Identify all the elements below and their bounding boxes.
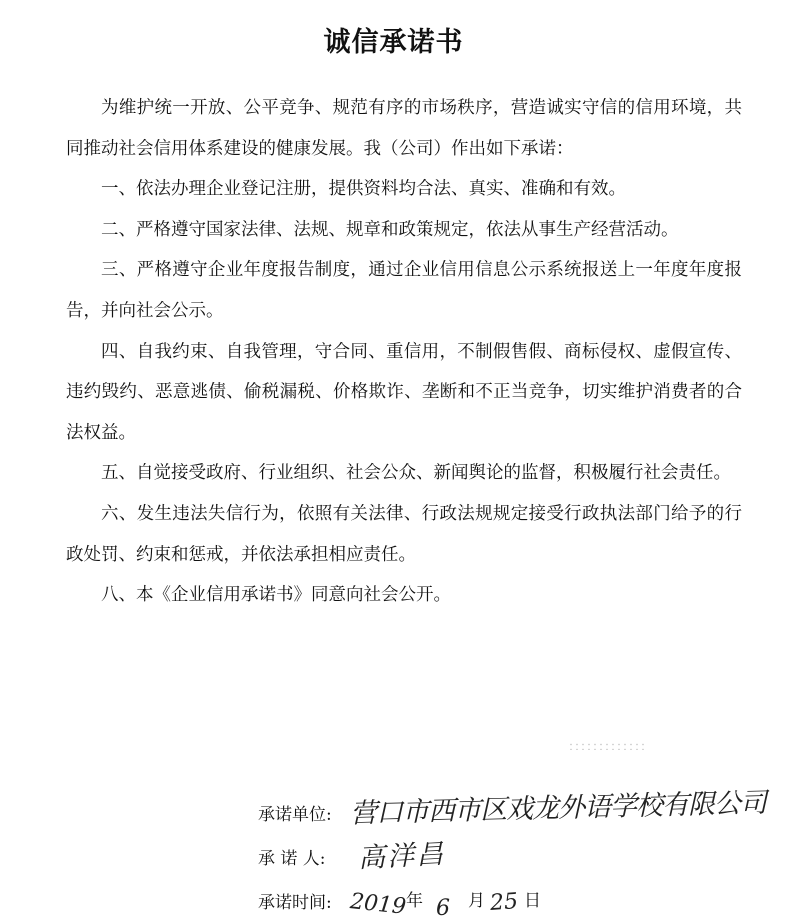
scan-speckle	[568, 742, 648, 750]
unit-label: 承诺单位:	[258, 805, 332, 825]
person-label: 承 诺 人:	[258, 849, 326, 869]
promise-item-2: 二、严格遵守国家法律、法规、规章和政策规定，依法从事生产经营活动。	[101, 219, 679, 240]
date-year-handwritten: 2019	[348, 889, 408, 920]
person-handwritten-signature: 高洋昌	[357, 838, 446, 875]
promise-item-1: 一、依法办理企业登记注册，提供资料均合法、真实、准确和有效。	[101, 179, 626, 200]
date-label: 承诺时间:	[258, 893, 332, 913]
unit-handwritten-value: 营口市西市区戏龙外语学校有限公司	[349, 787, 767, 830]
date-year-char: 年	[406, 891, 423, 911]
date-day-handwritten: 25	[489, 889, 519, 916]
document-title: 诚信承诺书	[323, 27, 464, 58]
promise-item-5: 五、自觉接受政府、行业组织、社会公众、新闻舆论的监督，积极履行社会责任。	[101, 463, 731, 484]
date-month-handwritten: 6	[436, 896, 450, 921]
document-body	[66, 88, 742, 616]
promise-item-8: 八、本《企业信用承诺书》同意向社会公开。	[101, 585, 451, 606]
promise-item-3: 三、严格遵守企业年度报告制度，通过企业信用信息公示系统报送上一年度年度报告，并向社会公示。	[66, 260, 742, 321]
signature-block	[258, 787, 778, 924]
date-month-char: 月	[468, 891, 485, 911]
signature-person-row	[258, 836, 778, 880]
promise-item-6: 六、发生违法失信行为，依照有关法律、行政法规规定接受行政执法部门给予的行政处罚、约束和惩戒，并依法承担相应责任。	[66, 503, 742, 565]
date-day-char: 日	[524, 891, 541, 911]
signature-date-row	[258, 880, 778, 924]
promise-item-4: 四、自我约束、自我管理，守合同、重信用，不制假售假、商标侵权、虚假宣传、违约毁约、恶意逃债、偷税漏税、价格欺诈、垄断和不正当竞争，切实维护消费者的合法权益。	[66, 341, 742, 443]
intro-paragraph: 为维护统一开放、公平竞争、规范有序的市场秩序，营造诚实守信的信用环境，共同推动社会信用体系建设的健康发展。我（公司）作出如下承诺：	[66, 98, 742, 159]
signature-unit-row	[258, 787, 778, 836]
